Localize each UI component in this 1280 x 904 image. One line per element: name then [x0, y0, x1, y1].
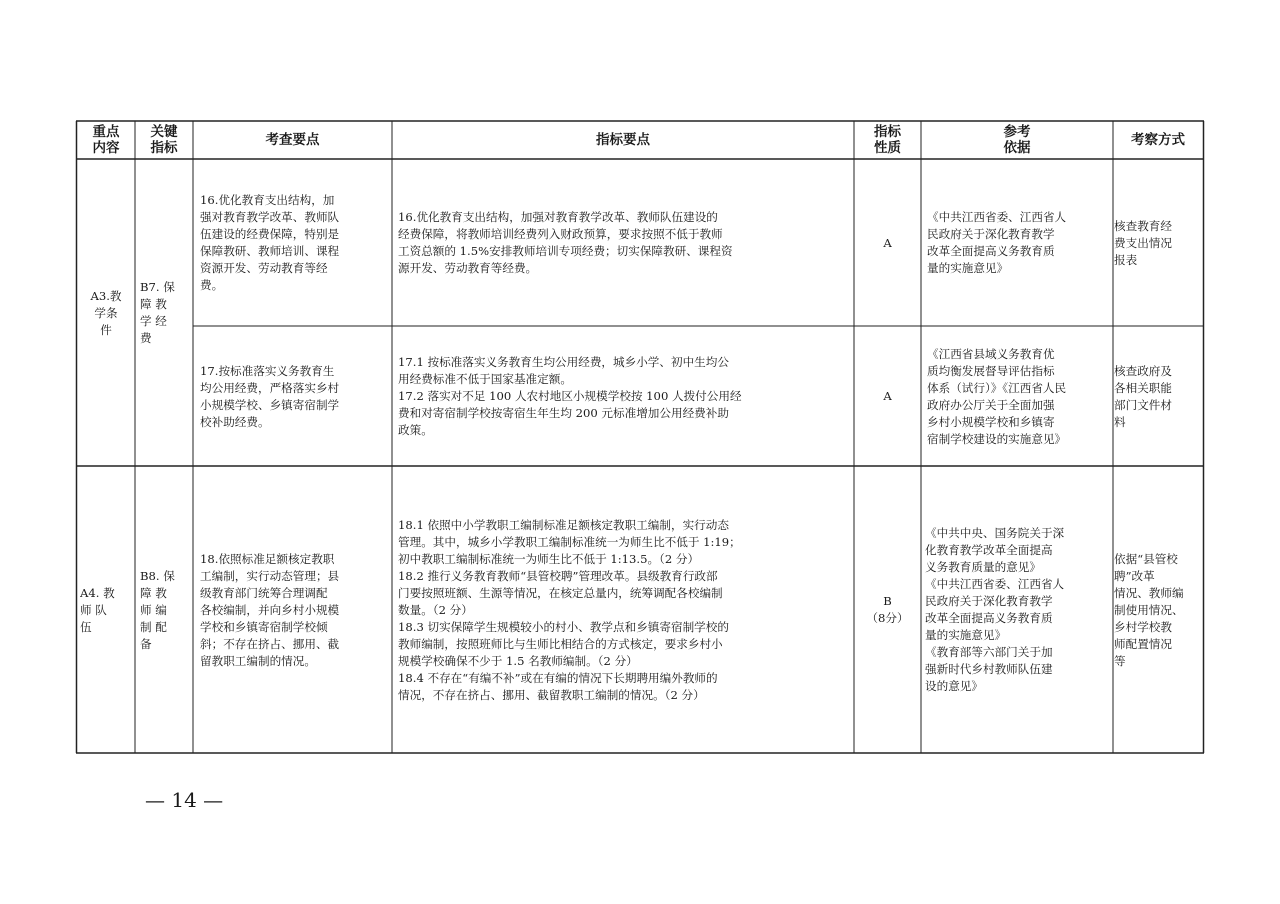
row16-nature: A — [883, 235, 892, 250]
row17-method: 核查政府及 各相关职能 部门文件材 料 — [1114, 363, 1172, 429]
row18-check-point: 18.依照标准足额核定教职 工编制，实行动态管理；县 级教育部门统筹合理调配 各校编制，并向乡村小规模 学校和乡镇寄宿制学校倾 斜；不存在挤占、挪用、截 留教职工编制的情况。 — [200, 551, 340, 668]
focus-content-a4: A4. 教 师 队 伍 — [80, 585, 115, 634]
focus-content-a3: A3.教 学条 件 — [90, 288, 122, 337]
header-check-points: 考查要点 — [265, 132, 320, 148]
row18-nature: B （8分） — [866, 594, 909, 625]
header-focus-content: 重点 内容 — [92, 124, 120, 156]
row16-indicator-point: 16.优化教育支出结构，加强对教育教学改革、教师队伍建设的 经费保障，将教师培训经费列入财政预算，要求按照不低于教师 工资总额的 1.5%安排教师培训专项经费；切实保障教研、课程资 源开发、劳动教育等经费。 — [398, 210, 733, 275]
row18-indicator-point: 18.1 依照中小学教职工编制标准足额核定教职工编制，实行动态 管理。其中，城乡小学教职工编制标准统一为师生比不低于 1:19； 初中教职工编制标准统一为师生比不低于 1:13.5。（2 分） 18.2 推行义务教育教师“县管校聘”管理改革。县级教育行政部 门要按照班额、生源等情况，在核定总量内，统筹调配各校编制 数量。（2 分） 18.3 切实保障学生规模较小的村小、教学点和乡镇寄宿制学校的 教师编制，按照班师比与生师比相结合的方式核定，要求乡村小 规模学校确保不少于 1.5 名教师编制。（2 分） 18.4 不存在“有编不补”或在有编的情况下长期聘用编外教师的 情况，不存在挤占、挪用、截留教职工编制的情况。（2 分） — [398, 517, 741, 702]
row16-basis: 《中共江西省委、江西省人 民政府关于深化教育教学 改革全面提高义务教育质 量的实施意见》 — [927, 210, 1067, 275]
header-indicator-nature: 指标 性质 — [874, 124, 901, 156]
row17-nature: A — [883, 389, 892, 403]
row17-indicator-point: 17.1 按标准落实义务教育生均公用经费，城乡小学、初中生均公 用经费标准不低于国家基准定额。 17.2 落实对不足 100 人农村地区小规模学校按 100 人拨付公用经 费和对寄宿制学校按寄宿生年生均 200 元标准增加公用经费补助 政策。 — [398, 355, 742, 437]
row16-check-point: 16.优化教育支出结构，加 强对教育教学改革、教师队 伍建设的经费保障，特别是 保障教研、教师培训、课程 资源开发、劳动教育等经 费。 — [200, 193, 340, 292]
key-indicator-b8: B8. 保 障 教 师 编 制 配 备 — [140, 568, 175, 651]
header-reference-basis: 参考 依据 — [1003, 124, 1031, 156]
header-inspection-method: 考察方式 — [1131, 132, 1185, 148]
header-key-indicator: 关键 指标 — [150, 124, 178, 156]
row18-basis: 《中共中央、国务院关于深 化教育教学改革全面提高 义务教育质量的意见》 《中共江西省委、江西省人 民政府关于深化教育教学 改革全面提高义务教育质 量的实施意见》 《教育部等六部门关于加 强新时代乡村教师队伍建 设的意见》 — [925, 526, 1065, 693]
row17-check-point: 17.按标准落实义务教育生 均公用经费，严格落实乡村 小规模学校、乡镇寄宿制学 校补助经费。 — [200, 363, 340, 429]
row18-method: 依据“县管校 聘”改革 情况、教师编 制使用情况、 乡村学校教 师配置情况 等 — [1114, 551, 1184, 668]
page-number: — 14 — — [145, 788, 224, 812]
key-indicator-b7: B7. 保 障 教 学 经 费 — [140, 280, 175, 345]
header-indicator-points: 指标要点 — [596, 132, 650, 148]
row16-method: 核查教育经 费支出情况 报表 — [1114, 218, 1172, 267]
row17-basis: 《江西省县域义务教育优 质均衡发展督导评估指标 体系（试行）》《江西省人民 政府办公厅关于全面加强 乡村小规模学校和乡镇寄 宿制学校建设的实施意见》 — [927, 346, 1067, 446]
